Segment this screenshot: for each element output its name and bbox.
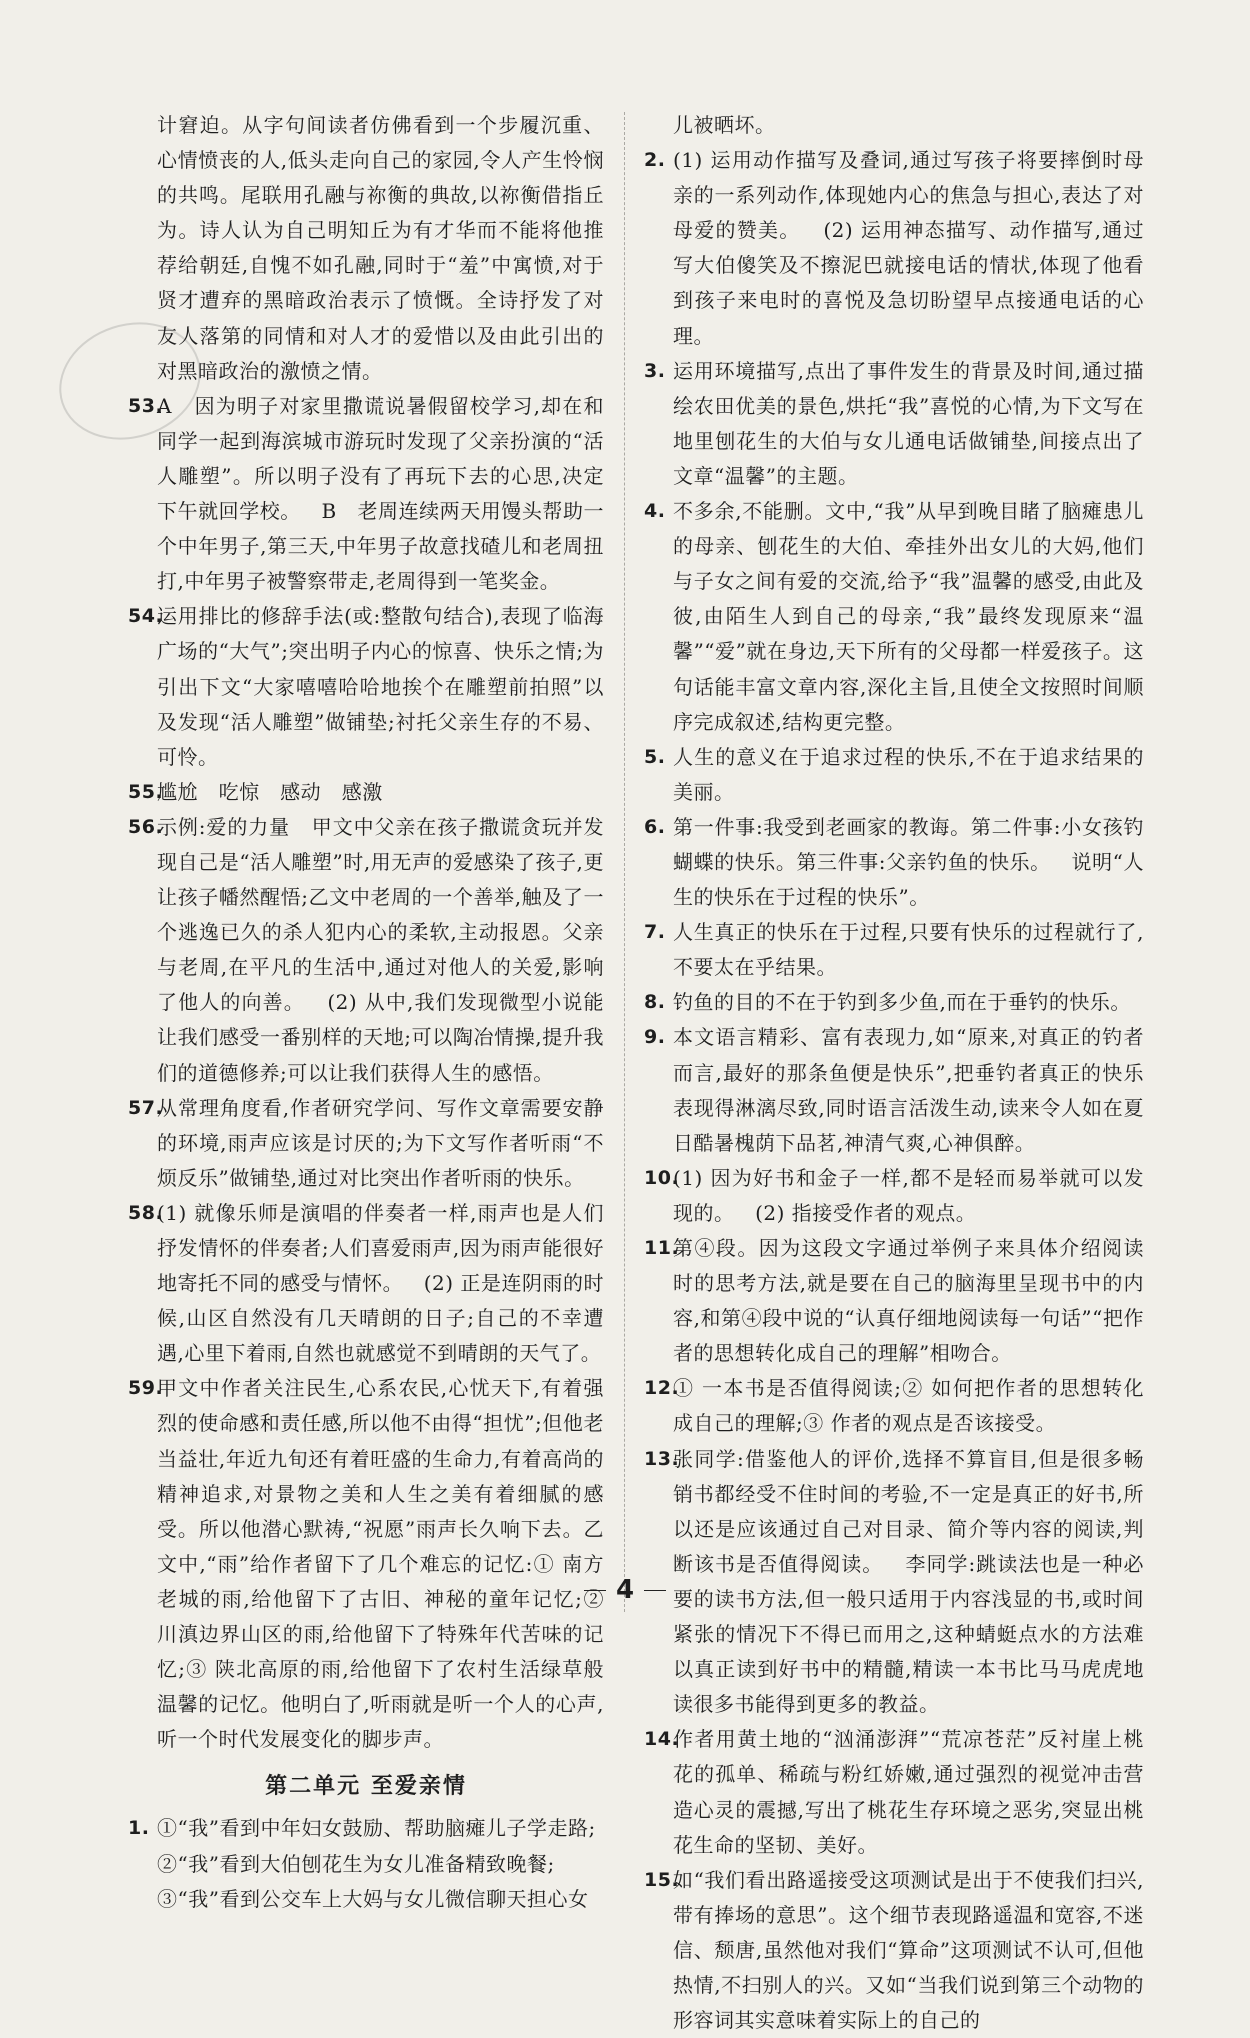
answer-text: ①“我”看到中年妇女鼓励、帮助脑瘫儿子学走路; ②“我”看到大伯刨花生为女儿准备精致晚餐; ③“我”看到公交车上大妈与女儿微信聊天担心女 xyxy=(157,1816,596,1911)
answer-item-12 xyxy=(644,1371,1144,1441)
answer-text: 张同学:借鉴他人的评价,选择不算盲目,但是很多畅销书都经受不住时间的考验,不一定是真正的好书,所以还是应该通过自己对目录、简介等内容的阅读,判断该书是否值得阅读。 李同学:跳读法也是一种必要的读书方法,但一般只适用于内容浅显的书,或时间紧张的情况下不得已而用之,这种蜻蜓点水的方法难以真正读到好书中的精髓,精读一本书比马马虎虎地读很多书能得到更多的教益。 xyxy=(673,1446,1144,1717)
column-divider xyxy=(624,112,625,1612)
page-number xyxy=(560,1570,690,1610)
answer-item-59 xyxy=(128,1371,611,1757)
answer-item-9 xyxy=(644,1020,1144,1160)
answer-text: 第④段。因为这段文字通过举例子来具体介绍阅读时的思考方法,就是要在自己的脑海里呈现书中的内容,和第④段中说的“认真仔细地阅读每一句话”“把作者的思想转化成自己的理解”相吻合。 xyxy=(673,1236,1144,1366)
answer-number: 59. xyxy=(128,1377,164,1400)
answer-text: 运用排比的修辞手法(或:整散句结合),表现了临海广场的“大气”;突出明子内心的惊喜、快乐之情;为引出下文“大家嘻嘻哈哈地挨个在雕塑前拍照”以及发现“活人雕塑”做铺垫;衬托父亲生存的不易、可怜。 xyxy=(157,604,604,769)
answer-text: 不多余,不能删。文中,“我”从早到晚目睹了脑瘫患儿的母亲、刨花生的大伯、牵挂外出女儿的大妈,他们与子女之间有爱的交流,给予“我”温馨的感受,由此及彼,由陌生人到自己的母亲,“我”最终发现原来“温馨”“爱”就在身边,天下所有的父母都一样爱孩子。这句话能丰富文章内容,深化主旨,且使全文按照时间顺序完成叙述,结构更完整。 xyxy=(673,499,1144,734)
answer-text: 第一件事:我受到老画家的教诲。第二件事:小女孩钓蝴蝶的快乐。第三件事:父亲钓鱼的快乐。 说明“人生的快乐在于过程的快乐”。 xyxy=(673,814,1144,910)
answer-number: 3. xyxy=(644,359,666,382)
answer-item-53 xyxy=(128,389,604,600)
answer-number: 54. xyxy=(128,605,164,628)
answer-number: 4. xyxy=(644,500,666,523)
answer-number: 10. xyxy=(644,1166,680,1189)
answer-text: 本文语言精彩、富有表现力,如“原来,对真正的钓者而言,最好的那条鱼便是快乐”,把垂钓者真正的快乐表现得淋漓尽致,同时语言活泼生动,读来令人如在夏日酷暑槐荫下品茗,神清气爽,心神俱醉。 xyxy=(673,1025,1144,1155)
answer-text: (1) 因为好书和金子一样,都不是轻而易举就可以发现的。 (2) 指接受作者的观点。 xyxy=(673,1165,1144,1225)
answer-number: 2. xyxy=(644,149,666,172)
answer-item-55 xyxy=(128,775,604,810)
answer-item-10 xyxy=(644,1161,1144,1231)
answer-item-3 xyxy=(644,354,1144,494)
page-number-dash-right xyxy=(644,1590,666,1591)
answer-item-56 xyxy=(128,810,604,1091)
answer-text: 运用环境描写,点出了事件发生的背景及时间,通过描绘农田优美的景色,烘托“我”喜悦的心情,为下文写在地里刨花生的大伯与女儿通电话做铺垫,间接点出了文章“温馨”的主题。 xyxy=(673,358,1144,488)
answer-number: 8. xyxy=(644,991,666,1014)
answer-text: (1) 就像乐师是演唱的伴奏者一样,雨声也是人们抒发情怀的伴奏者;人们喜爱雨声,因为雨声能很好地寄托不同的感受与情怀。 (2) 正是连阴雨的时候,山区自然没有几天晴朗的日子;自己的不幸遭遇,心里下着雨,自然也就感觉不到晴朗的天气了。 xyxy=(157,1200,604,1366)
answer-item-2 xyxy=(644,143,1144,354)
answer-text: 甲文中作者关注民生,心系农民,心忧天下,有着强烈的使命感和责任感,所以他不由得“担忧”;但他老当益壮,年近九旬还有着旺盛的生命力,有着高尚的精神追求,对景物之美和人生之美有着细腻的感受。所以他潜心默祷,“祝愿”雨声长久响下去。乙文中,“雨”给作者留下了几个难忘的记忆:① 南方老城的雨,给他留下了古旧、神秘的童年记忆;② 川滇边界山区的雨,给他留下了特殊年代苦味的记忆;③ 陕北高原的雨,给他留下了农村生活绿草般温馨的记忆。他明白了,听雨就是听一个人的心声,听一个时代发展变化的脚步声。 xyxy=(157,1376,611,1752)
answer-text: ① 一本书是否值得阅读;② 如何把作者的思想转化成自己的理解;③ 作者的观点是否该接受。 xyxy=(673,1376,1144,1436)
answer-item-58 xyxy=(128,1196,604,1371)
right-continuation-text: 儿被晒坏。 xyxy=(673,113,776,137)
answer-item-57 xyxy=(128,1091,604,1196)
answer-text: 钓鱼的目的不在于钓到多少鱼,而在于垂钓的快乐。 xyxy=(673,990,1131,1015)
answer-item-15 xyxy=(644,1863,1144,2038)
answer-number: 7. xyxy=(644,921,666,944)
answer-number: 56. xyxy=(128,815,164,838)
answer-text: 作者用黄土地的“汹涌澎湃”“荒凉苍茫”反衬崖上桃花的孤单、稀疏与粉红娇嫩,通过强烈的视觉冲击营造心灵的震撼,写出了桃花生存环境之恶劣,突显出桃花生命的坚韧、美好。 xyxy=(673,1727,1144,1857)
left-continuation-text: 计窘迫。从字句间读者仿佛看到一个步履沉重、心情愤丧的人,低头走向自己的家园,令人产生怜悯的共鸣。尾联用孔融与祢衡的典故,以祢衡借指丘为。诗人认为自己明知丘为有才华而不能将他推荐给朝廷,自愧不如孔融,同时于“羞”中寓愤,对于贤才遭弃的黑暗政治表示了愤慨。全诗抒发了对友人落第的同情和对人才的爱惜以及由此引出的对黑暗政治的激愤之情。 xyxy=(157,113,604,383)
answer-number: 5. xyxy=(644,745,666,768)
answer-number: 53. xyxy=(128,394,164,417)
answer-number: 12. xyxy=(644,1377,680,1400)
answer-number: 15. xyxy=(644,1868,680,1891)
answer-text: 从常理角度看,作者研究学问、写作文章需要安静的环境,雨声应该是讨厌的;为下文写作者听雨“不烦反乐”做铺垫,通过对比突出作者听雨的快乐。 xyxy=(157,1095,604,1190)
answer-item-unit2-1 xyxy=(128,1811,604,1916)
answer-text: A 因为明子对家里撒谎说暑假留校学习,却在和同学一起到海滨城市游玩时发现了父亲扮演的“活人雕塑”。所以明子没有了再玩下去的心思,决定下午就回学校。 B 老周连续两天用馒头帮助一个中年男子,第三天,中年男子故意找碴儿和老周扭打,中年男子被警察带走,老周得到一笔奖金。 xyxy=(157,393,604,594)
answer-number: 55. xyxy=(128,780,164,803)
answer-number: 1. xyxy=(128,1817,150,1840)
answer-text: (1) 运用动作描写及叠词,通过写孩子将要摔倒时母亲的一系列动作,体现她内心的焦急与担心,表达了对母爱的赞美。 (2) 运用神态描写、动作描写,通过写大伯傻笑及不擦泥巴就接电话的情状,体现了他看到孩子来电时的喜悦及急切盼望早点接通电话的心理。 xyxy=(673,148,1144,348)
answer-text: 人生的意义在于追求过程的快乐,不在于追求结果的美丽。 xyxy=(673,744,1144,804)
unit-title: 第二单元 至爱亲情 xyxy=(265,1774,467,1800)
page-number-dash-left xyxy=(584,1590,606,1591)
answer-text: 人生真正的快乐在于过程,只要有快乐的过程就行了,不要太在乎结果。 xyxy=(673,920,1144,980)
answer-item-7 xyxy=(644,915,1144,985)
answer-item-4 xyxy=(644,494,1144,740)
answer-item-11 xyxy=(644,1231,1144,1371)
answer-number: 58. xyxy=(128,1201,164,1224)
left-column xyxy=(128,108,611,1917)
answer-item-8 xyxy=(644,985,1144,1020)
answer-number: 57. xyxy=(128,1096,164,1119)
right-column xyxy=(644,108,1144,2038)
answer-number: 9. xyxy=(644,1026,666,1049)
answer-number: 6. xyxy=(644,815,666,838)
answer-number: 13. xyxy=(644,1447,680,1470)
answer-text: 如“我们看出路遥接受这项测试是出于不使我们扫兴,带有捧场的意思”。这个细节表现路遥温和宽容,不迷信、颓唐,虽然他对我们“算命”这项测试不认可,但他热情,不扫别人的兴。又如“当我们说到第三个动物的形容词其实意味着实际上的自己的 xyxy=(673,1867,1144,2033)
answer-number: 14. xyxy=(644,1728,680,1751)
answer-item-6 xyxy=(644,810,1144,915)
answer-item-14 xyxy=(644,1722,1144,1862)
answer-item-13 xyxy=(644,1442,1144,1723)
answer-text: 尴尬 吃惊 感动 感激 xyxy=(157,779,383,804)
answer-item-54 xyxy=(128,599,604,774)
answer-text: 示例:爱的力量 甲文中父亲在孩子撒谎贪玩并发现自己是“活人雕塑”时,用无声的爱感染了孩子,更让孩子幡然醒悟;乙文中老周的一个善举,触及了一个逃逸已久的杀人犯内心的柔软,主动报恩。父亲与老周,在平凡的生活中,通过对他人的关爱,影响了他人的向善。 (2) 从中,我们发现微型小说能让我们感受一番别样的天地;可以陶冶情操,提升我们的道德修养;可以让我们获得人生的感悟。 xyxy=(157,814,604,1085)
answer-number: 11. xyxy=(644,1237,680,1259)
page-number-value: 4 xyxy=(615,1575,635,1605)
answer-item-5 xyxy=(644,740,1144,810)
